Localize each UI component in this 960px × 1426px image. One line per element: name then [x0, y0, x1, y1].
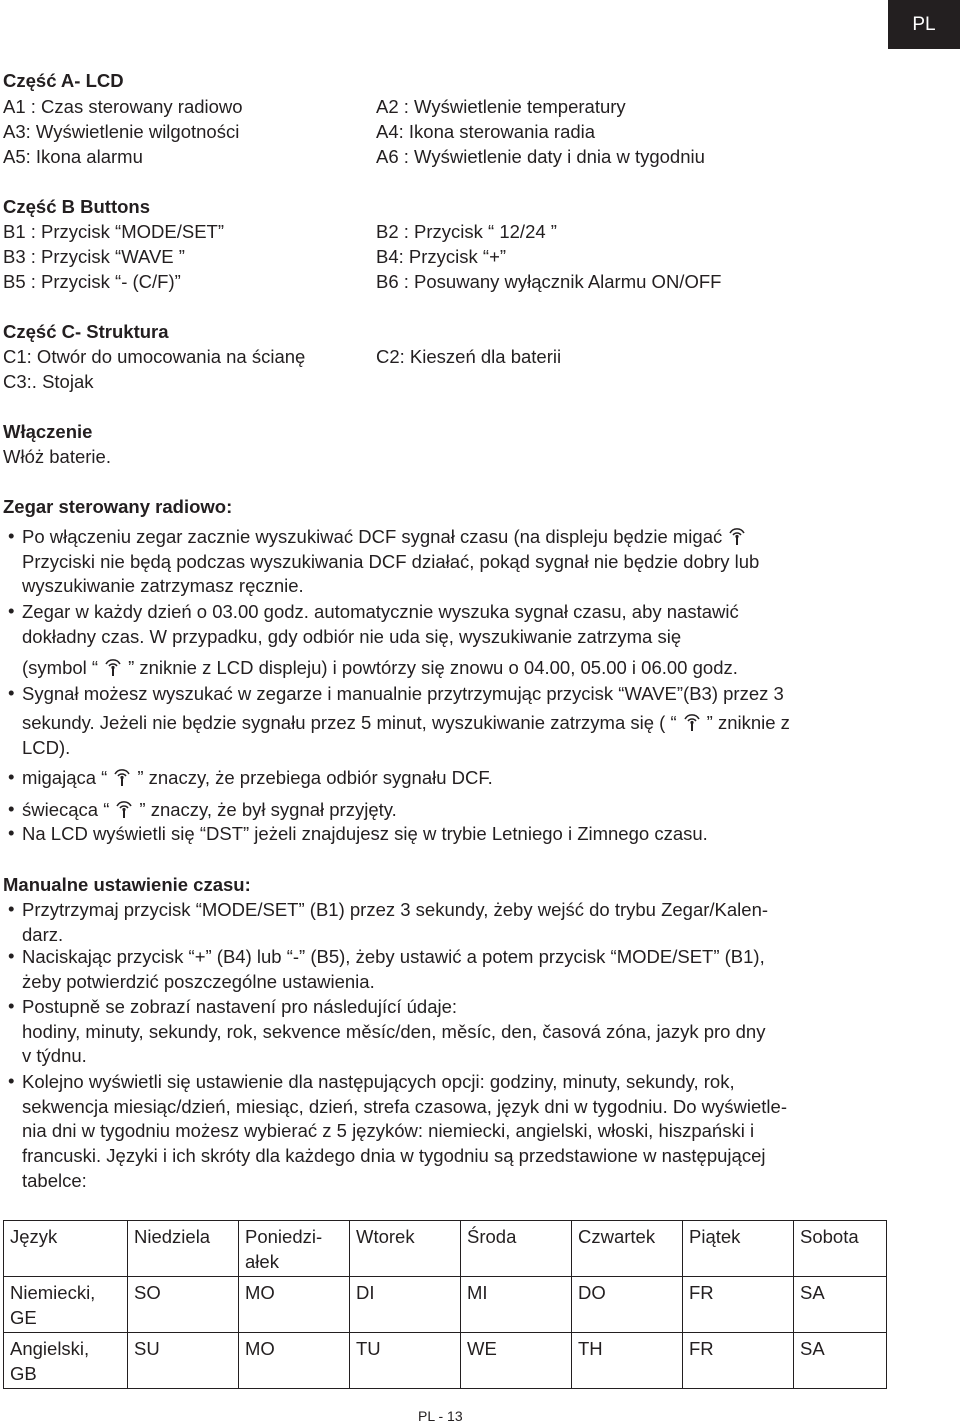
manual-bullet-3-line: hodiny, minuty, sekundy, rok, sekvence měsíc/den, měsíc, den, časová zóna, jazyk pro dny: [22, 1020, 766, 1042]
section-a-item: A3: Wyświetlenie wilgotności: [3, 121, 240, 142]
manual-title: Manualne ustawienie czasu:: [3, 874, 251, 895]
radio-bullet-2-line: dokładny czas. W przypadku, gdy odbiór nie uda się, wyszukiwanie zatrzyma się: [22, 625, 682, 647]
table-cell: SA: [794, 1277, 887, 1333]
manual-bullet-4: [22, 1070, 872, 1194]
section-a-item: A4: Ikona sterowania radia: [376, 121, 596, 142]
section-a-item: A2 : Wyświetlenie temperatury: [376, 96, 626, 117]
bullet-dot: •: [8, 766, 15, 787]
table-header-row: [4, 1221, 887, 1277]
table-cell: TH: [572, 1333, 683, 1389]
manual-bullet-2-line: żeby potwierdzić poszczególne ustawienia.: [22, 970, 375, 992]
table-cell: FR: [683, 1277, 794, 1333]
power-on-title: Włączenie: [3, 421, 93, 442]
section-b-title: Część B Buttons: [3, 196, 150, 217]
language-table: [3, 1220, 887, 1389]
manual-bullet-3-line: v týdnu.: [22, 1045, 87, 1067]
section-a-title: Część A- LCD: [3, 70, 124, 91]
bullet-dot: •: [8, 898, 15, 919]
manual-bullet-3: [22, 995, 872, 1069]
power-on-text: Włóż baterie.: [3, 446, 111, 467]
radio-bullet-6-line: Na LCD wyświetli się “DST” jeżeli znajdujesz się w trybie Letniego i Zimnego czasu.: [22, 823, 708, 844]
language-tab: PL: [888, 0, 960, 49]
table-cell: DI: [350, 1277, 461, 1333]
table-header-cell: Czwartek: [572, 1221, 683, 1277]
table-cell: SO: [128, 1277, 239, 1333]
radio-bullet-2-part: ” zniknie z LCD displeju) i powtórzy się znowu o 04.00, 05.00 i 06.00 godz.: [128, 657, 738, 678]
table-header-cell: Wtorek: [350, 1221, 461, 1277]
section-b-item: B4: Przycisk “+”: [376, 246, 507, 267]
table-cell: TU: [350, 1333, 461, 1389]
bullet-dot: •: [8, 682, 15, 703]
radio-bullet-4-part: ” znaczy, że przebiega odbiór sygnału DCF.: [137, 767, 493, 788]
table-cell: DO: [572, 1277, 683, 1333]
section-b-item: B1 : Przycisk “MODE/SET”: [3, 221, 224, 242]
radio-bullet-2-part: (symbol “: [22, 657, 99, 678]
table-cell: MI: [461, 1277, 572, 1333]
manual-bullet-1-line: darz.: [22, 923, 64, 945]
radio-bullet-1-line: Po włączeniu zegar zacznie wyszukiwać DCF sygnał czasu (na displeju będzie migać: [22, 526, 723, 547]
radio-bullet-1: [22, 525, 872, 599]
manual-bullet-4-line: nia dni w tygodniu możesz wybierać z 5 języków: niemiecki, angielski, włoski, hiszpański i: [22, 1120, 755, 1142]
language-table-body: [4, 1221, 887, 1389]
manual-bullet-4-line: francuski. Języki i ich skróty dla każdego dnia w tygodniu są przedstawione w następującej: [22, 1145, 766, 1167]
section-a-item: A1 : Czas sterowany radiowo: [3, 96, 243, 117]
table-header-cell: Poniedzi- ałek: [239, 1221, 350, 1277]
radio-bullet-3-part: ” zniknie z: [706, 712, 790, 733]
radio-bullet-3-line: Sygnał możesz wyszukać w zegarze i manualnie przytrzymując przycisk “WAVE”(B3) przez 3: [22, 683, 784, 704]
table-cell: Angielski, GB: [4, 1333, 128, 1389]
table-cell: SU: [128, 1333, 239, 1389]
radio-bullet-6: [22, 822, 872, 847]
section-b-item: B3 : Przycisk “WAVE ”: [3, 246, 185, 267]
section-c-item: C2: Kieszeń dla baterii: [376, 346, 562, 367]
antenna-icon: [727, 526, 747, 546]
table-row: [4, 1333, 887, 1389]
radio-bullet-3-part: sekundy. Jeżeli nie będzie sygnału przez 5 minut, wyszukiwanie zatrzyma się ( “: [22, 712, 677, 733]
manual-bullet-3-line: Postupně se zobrazí nastavení pro následující údaje:: [22, 996, 458, 1017]
table-header-cell: Niedziela: [128, 1221, 239, 1277]
bullet-dot: •: [8, 822, 15, 843]
table-cell: MO: [239, 1277, 350, 1333]
radio-clock-title: Zegar sterowany radiowo:: [3, 496, 233, 517]
radio-bullet-1-line: wyszukiwanie zatrzymasz ręcznie.: [22, 575, 304, 597]
radio-bullet-2-symbol-line: [22, 656, 872, 681]
section-a-item: A5: Ikona alarmu: [3, 146, 143, 167]
antenna-icon: [682, 712, 702, 732]
table-header-cell: Język: [4, 1221, 128, 1277]
table-header-cell: Piątek: [683, 1221, 794, 1277]
table-header-cell: Środa: [461, 1221, 572, 1277]
radio-bullet-3: [22, 682, 872, 707]
radio-bullet-3-symbol-line: [22, 711, 872, 760]
section-b-item: B2 : Przycisk “ 12/24 ”: [376, 221, 557, 242]
radio-bullet-5-part: świecąca “: [22, 799, 110, 820]
radio-bullet-1-line: Przyciski nie będą podczas wyszukiwania DCF działać, pokąd sygnał nie będzie dobry lub: [22, 550, 760, 572]
bullet-dot: •: [8, 798, 15, 819]
table-cell: Niemiecki, GE: [4, 1277, 128, 1333]
radio-bullet-3-line: LCD).: [22, 736, 71, 758]
table-header-cell: Sobota: [794, 1221, 887, 1277]
table-cell: SA: [794, 1333, 887, 1389]
table-cell: WE: [461, 1333, 572, 1389]
antenna-icon: [103, 657, 123, 677]
radio-bullet-2-line: Zegar w każdy dzień o 03.00 godz. automatycznie wyszuka sygnał czasu, aby nastawić: [22, 601, 739, 622]
page-number: PL - 13: [418, 1408, 463, 1424]
bullet-dot: •: [8, 525, 15, 546]
manual-bullet-4-line: Kolejno wyświetli się ustawienie dla następujących opcji: godziny, minuty, sekundy, rok,: [22, 1071, 735, 1092]
radio-bullet-4-part: migająca “: [22, 767, 108, 788]
manual-bullet-1: [22, 898, 872, 947]
manual-bullet-4-line: tabelce:: [22, 1169, 87, 1191]
manual-bullet-4-line: sekwencja miesiąc/dzień, miesiąc, dzień, strefa czasowa, język dni w tygodniu. Do wyświetle-: [22, 1095, 787, 1117]
manual-bullet-1-line: Przytrzymaj przycisk “MODE/SET” (B1) przez 3 sekundy, żeby wejść do trybu Zegar/Kalen-: [22, 899, 769, 920]
bullet-dot: •: [8, 995, 15, 1016]
radio-bullet-5-part: ” znaczy, że był sygnał przyjęty.: [139, 799, 397, 820]
radio-bullet-5: [22, 798, 872, 823]
section-c-item: C3:. Stojak: [3, 371, 94, 392]
manual-bullet-2: [22, 945, 872, 994]
table-cell: MO: [239, 1333, 350, 1389]
bullet-dot: •: [8, 1070, 15, 1091]
table-cell: FR: [683, 1333, 794, 1389]
bullet-dot: •: [8, 945, 15, 966]
section-b-item: B5 : Przycisk “- (C/F)”: [3, 271, 181, 292]
section-a-item: A6 : Wyświetlenie daty i dnia w tygodniu: [376, 146, 705, 167]
radio-bullet-2: [22, 600, 872, 649]
section-b-item: B6 : Posuwany wyłącznik Alarmu ON/OFF: [376, 271, 722, 292]
bullet-dot: •: [8, 600, 15, 621]
antenna-icon: [114, 799, 134, 819]
radio-bullet-4: [22, 766, 872, 791]
section-c-title: Część C- Struktura: [3, 321, 169, 342]
section-c-item: C1: Otwór do umocowania na ścianę: [3, 346, 306, 367]
table-row: [4, 1277, 887, 1333]
antenna-icon: [112, 767, 132, 787]
manual-bullet-2-line: Naciskając przycisk “+” (B4) lub “-” (B5), żeby ustawić a potem przycisk “MODE/SET” (B1),: [22, 946, 765, 967]
